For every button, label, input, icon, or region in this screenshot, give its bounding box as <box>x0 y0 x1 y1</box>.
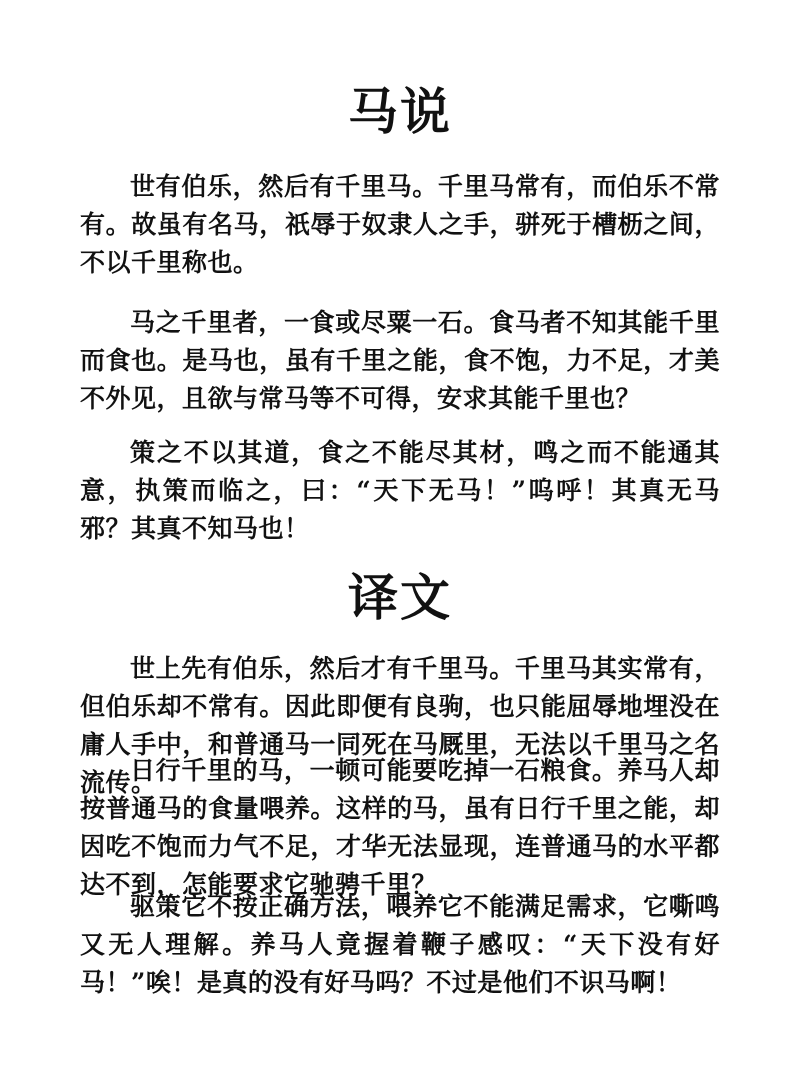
original-paragraph-2: 马之千里者，一食或尽粟一石。食马者不知其能千里而食也。是马也，虽有千里之能，食不饱，力不足，才美不外见，且欲与常马等不可得，安求其能千里也？ <box>80 308 720 413</box>
original-paragraph-1: 世有伯乐，然后有千里马。千里马常有，而伯乐不常有。故虽有名马，祇辱于奴隶人之手，骈死于槽枥之间，不以千里称也。 <box>80 172 720 277</box>
translation-paragraph-3: 驱策它不按正确方法，喂养它不能满足需求，它嘶鸣又无人理解。养马人竟握着鞭子感叹：“天下没有好马！”唉！是真的没有好马吗？不过是他们不识马啊！ <box>80 892 720 997</box>
translation-title: 译文 <box>348 568 452 627</box>
original-title: 马说 <box>348 82 452 141</box>
translation-paragraph-1: 世上先有伯乐，然后才有千里马。千里马其实常有，但伯乐却不常有。因此即便有良驹，也只能屈辱地埋没在庸人手中，和普通马一同死在马厩里，无法以千里马之名流传。 <box>80 654 720 797</box>
translation-paragraph-2: 日行千里的马，一顿可能要吃掉一石粮食。养马人却按普通马的食量喂养。这样的马，虽有日行千里之能，却因吃不饱而力气不足，才华无法显现，连普通马的水平都达不到，怎能要求它驰骋千里？ <box>80 756 720 899</box>
original-paragraph-3: 策之不以其道，食之不能尽其材，鸣之而不能通其意，执策而临之，曰：“天下无马！”呜呼！其真无马邪？其真不知马也！ <box>80 438 720 543</box>
